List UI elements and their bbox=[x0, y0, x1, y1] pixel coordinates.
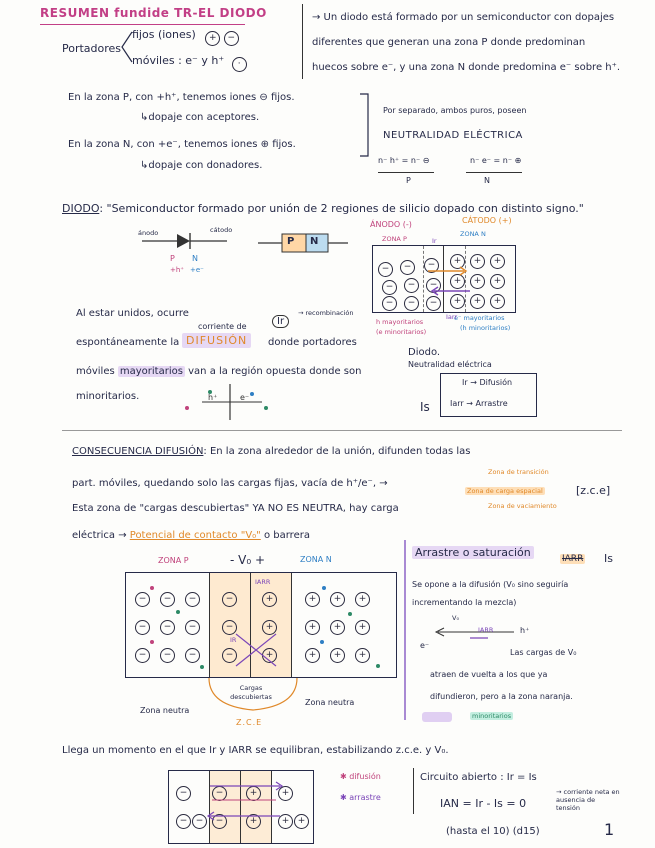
legend-difusion: ✱ difusión bbox=[340, 772, 381, 781]
arrastre-arrow-icon bbox=[418, 618, 528, 648]
big-ir: IR bbox=[230, 636, 237, 644]
arrastre-e: e⁻ bbox=[420, 641, 430, 650]
arrastre-line-3: Las cargas de V₀ bbox=[510, 648, 577, 657]
ion-negative: − bbox=[382, 296, 397, 311]
anodo-label: ÁNODO (-) bbox=[370, 220, 412, 229]
pn-block bbox=[258, 232, 348, 254]
diodo-neutral-1: Diodo. bbox=[408, 347, 441, 358]
zone-p-line: En la zona P, con +h⁺, tenemos iones ⊖ fijos. bbox=[68, 92, 295, 103]
ion-positive: + bbox=[450, 254, 465, 269]
arrastre-minoritarios: minoritarios bbox=[472, 712, 512, 720]
ion-positive: + bbox=[470, 254, 485, 269]
brace-icon bbox=[118, 30, 134, 64]
catodo-label: CÁTODO (+) bbox=[462, 216, 512, 225]
ion-negative: − bbox=[426, 296, 441, 311]
ion-positive: + bbox=[450, 274, 465, 289]
ir-difusion: Ir → Difusión bbox=[462, 378, 513, 387]
highlight-mark bbox=[422, 712, 452, 722]
footer-line-1: Llega un momento en el que Ir y IARR se equilibran, estabilizando z.c.e. y V₀. bbox=[62, 745, 449, 756]
ion-negative: − bbox=[404, 296, 419, 311]
carriers-label: Portadores bbox=[62, 42, 122, 55]
zona-carga-espacial: Zona de carga espacial bbox=[467, 487, 543, 495]
zona-p-label: ZONA P bbox=[382, 235, 407, 243]
footer-hasta: (hasta el 10) (d15) bbox=[446, 826, 540, 837]
difusion-highlight: DIFUSIÓN bbox=[182, 333, 251, 348]
ion-negative: − bbox=[382, 280, 397, 295]
intro-line-3: huecos sobre e⁻, y una zona N donde predomina e⁻ sobre h⁺. bbox=[312, 62, 621, 73]
arrastre-line-1: Se opone a la difusión (V₀ sino seguiría bbox=[412, 580, 569, 589]
ion-positive: + bbox=[490, 254, 505, 269]
big-v0: - V₀ + bbox=[230, 553, 266, 567]
arrastre-line-5: difundieron, pero a la zona naranja. bbox=[430, 692, 573, 701]
arrastre-iarr-small: IARR bbox=[478, 626, 494, 634]
eq-n: n⁻ e⁻ = n⁻ ⊕ bbox=[470, 156, 522, 165]
legend-arrastre: ✱ arrastre bbox=[340, 793, 381, 802]
e-mayoritarios: e⁻ mayoritarios bbox=[454, 314, 505, 322]
is-label: Is bbox=[420, 400, 430, 414]
carriers-fixed: fijos (iones) + − bbox=[132, 28, 239, 44]
intro-line-2: diferentes que generan una zona P donde predominan bbox=[312, 37, 586, 48]
zone-n-doping: ↳dopaje con donadores. bbox=[140, 160, 263, 171]
svg-text:e⁻: e⁻ bbox=[240, 393, 250, 402]
zona-n-label: ZONA N bbox=[460, 230, 486, 238]
footer-formula: IAN = Ir - Is = 0 bbox=[440, 797, 527, 810]
eq-n-label: N bbox=[484, 176, 490, 185]
arrastre-line-2: incrementando la mezcla) bbox=[412, 598, 517, 607]
intro-line-1: → Un diodo está formado por un semiconductor con dopajes bbox=[312, 12, 615, 23]
iarr-diagram-label: Iarr bbox=[446, 313, 458, 321]
neutral-line-1: Por separado, ambos puros, poseen bbox=[383, 106, 527, 115]
ion-negative: − bbox=[426, 278, 441, 293]
zone-p-doping: ↳dopaje con aceptores. bbox=[140, 112, 260, 123]
zone-n-line: En la zona N, con +e⁻, tenemos iones ⊕ fijos. bbox=[68, 139, 296, 150]
zona-vaciamiento: Zona de vaciamiento bbox=[488, 502, 557, 510]
ion-negative: − bbox=[400, 260, 415, 275]
eq-p: n⁻ h⁺ = n⁻ ⊖ bbox=[378, 156, 430, 165]
cargas-descubiertas: Cargas descubiertas bbox=[230, 684, 272, 701]
footer-note: → corriente neta en ausencia de tensión bbox=[556, 788, 620, 812]
h-minoritarios: (h minoritarios) bbox=[460, 324, 511, 332]
consecuencia-line-2: part. móviles, quedando solo las cargas fijas, vacía de h⁺/e⁻, → bbox=[72, 478, 388, 489]
page-title: RESUMEN fundide TR-EL DIODO bbox=[40, 6, 267, 20]
union-line-1: Al estar unidos, ocurre bbox=[76, 308, 189, 319]
h-mayoritarios: h mayoritarios bbox=[376, 318, 424, 326]
big-iarr: IARR bbox=[255, 578, 271, 586]
diodo-heading: DIODO: "Semiconductor formado por unión de 2 regiones de silicio dopado con distinto signo." bbox=[62, 202, 584, 215]
ion-positive: + bbox=[490, 274, 505, 289]
ion-negative: − bbox=[424, 258, 439, 273]
arrastre-h: h⁺ bbox=[520, 626, 530, 635]
recombinacion: → recombinación bbox=[298, 309, 354, 317]
svg-text:P: P bbox=[170, 254, 175, 263]
symbol-anode-label: ánodo bbox=[138, 229, 159, 237]
big-zona-n: ZONA N bbox=[300, 555, 332, 564]
pn-p-label: P bbox=[287, 236, 295, 247]
ir-top-label: Ir bbox=[432, 237, 437, 245]
bracket-icon bbox=[358, 92, 372, 158]
union-line-4: móviles mayoritarios van a la región opuesta donde son bbox=[76, 366, 362, 377]
ion-negative: − bbox=[378, 262, 393, 277]
neutral-line-2: NEUTRALIDAD ELÉCTRICA bbox=[383, 130, 523, 141]
ion-positive: + bbox=[490, 294, 505, 309]
ion-negative: − bbox=[404, 278, 419, 293]
footer-arrows-icon bbox=[200, 776, 290, 826]
consecuencia-line-3: Esta zona de "cargas descubiertas" YA NO ES NEUTRA, hay carga bbox=[72, 503, 399, 514]
zona-neutra-right: Zona neutra bbox=[305, 698, 355, 707]
arrastre-line-4: atraen de vuelta a los que ya bbox=[430, 670, 548, 679]
iarr-arrastre: Iarr → Arrastre bbox=[450, 399, 508, 408]
svg-text:N: N bbox=[192, 254, 198, 263]
e-minoritarios: (e minoritarios) bbox=[376, 328, 427, 336]
union-line-2: espontáneamente la bbox=[76, 337, 180, 348]
ir-box: Ir bbox=[272, 315, 289, 328]
arrastre-is: Is bbox=[604, 552, 613, 565]
zce-bracket: [z.c.e] bbox=[576, 484, 611, 497]
zce-label: Z.C.E bbox=[236, 718, 263, 727]
corriente-de: corriente de bbox=[198, 322, 247, 331]
mini-junction-icon bbox=[182, 382, 272, 422]
consecuencia-line-1: CONSECUENCIA DIFUSIÓN: En la zona alrededor de la unión, difunden todas las bbox=[72, 446, 471, 457]
arrastre-iarr: IARR bbox=[562, 554, 584, 564]
eq-p-label: P bbox=[406, 176, 411, 185]
symbol-cathode-label: cátodo bbox=[210, 226, 233, 234]
ion-positive: + bbox=[470, 294, 485, 309]
arrastre-v0: V₀ bbox=[452, 614, 460, 622]
ion-positive: + bbox=[450, 294, 465, 309]
svg-text:+e⁻: +e⁻ bbox=[190, 266, 204, 274]
union-line-3: donde portadores bbox=[268, 337, 357, 348]
consecuencia-line-4: eléctrica → Potencial de contacto "V₀" o barrera bbox=[72, 530, 310, 541]
zce-bracket-icon bbox=[205, 676, 303, 716]
diffusion-arrows-icon bbox=[420, 245, 480, 311]
arrastre-heading: Arrastre o saturación bbox=[412, 546, 534, 559]
svg-text:+h⁺: +h⁺ bbox=[170, 266, 184, 274]
cross-arrows-icon bbox=[232, 630, 282, 670]
page-number: 1 bbox=[604, 820, 615, 839]
diodo-neutral-2: Neutralidad eléctrica bbox=[408, 360, 492, 369]
zona-neutra-left: Zona neutra bbox=[140, 706, 190, 715]
zona-transicion: Zona de transición bbox=[488, 468, 549, 476]
union-line-6: minoritarios. bbox=[76, 391, 140, 402]
circuito-abierto: Circuito abierto : Ir = Is bbox=[420, 772, 537, 783]
big-zona-p: ZONA P bbox=[158, 556, 189, 565]
svg-text:h⁺: h⁺ bbox=[208, 393, 218, 402]
pn-n-label: N bbox=[310, 236, 319, 247]
carriers-mobile: móviles : e⁻ y h⁺ · bbox=[132, 54, 247, 70]
ion-positive: + bbox=[470, 274, 485, 289]
